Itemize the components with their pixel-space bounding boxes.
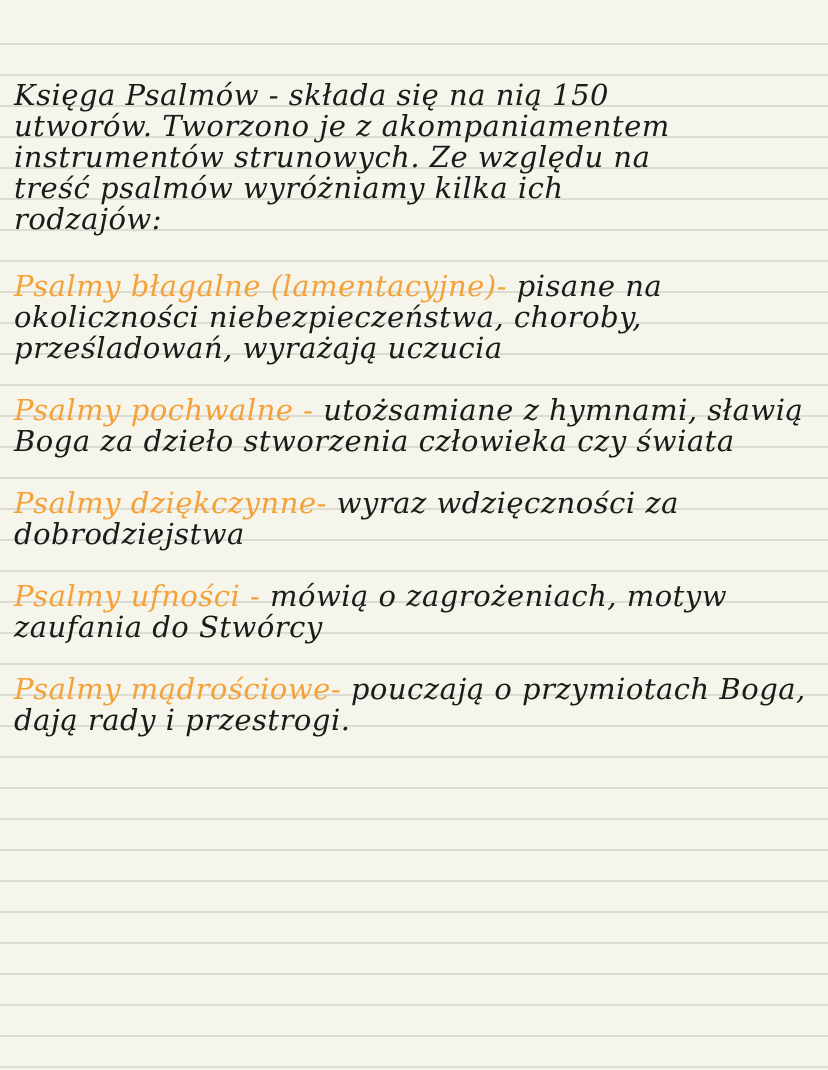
intro-paragraph — [14, 80, 814, 235]
psalm-type-praise — [14, 395, 814, 457]
psalm-type-term: Psalmy dziękczynne — [14, 486, 317, 520]
psalm-type-lamentation — [14, 271, 814, 364]
intro-line: rodzajów: — [14, 202, 162, 236]
psalm-type-thanksgiving — [14, 488, 814, 550]
psalm-type-term: Psalmy błagalne (lamentacyjne) — [14, 269, 497, 303]
psalm-type-term: Psalmy mądrościowe — [14, 672, 331, 706]
intro-line: treść psalmów wyróżniamy kilka ich — [14, 171, 564, 205]
psalm-type-description: pisane na okoliczności niebezpieczeństwa, choroby, prześladowań, wyrażają uczucia — [14, 269, 663, 365]
psalm-type-term: Psalmy pochwalne — [14, 393, 294, 427]
term-dash: - — [496, 269, 507, 303]
psalm-type-description: utożsamiane z hymnami, sławią Boga za dzieło stworzenia człowieka czy świata — [14, 393, 804, 458]
intro-line: utworów. Tworzono je z akompaniamentem — [14, 109, 670, 143]
term-dash: - — [330, 672, 342, 706]
psalm-type-description: mówią o zagrożeniach, motyw zaufania do Stwórcy — [14, 579, 728, 644]
notes-content — [14, 80, 814, 767]
psalm-type-term: Psalmy ufności — [14, 579, 241, 613]
psalm-type-trust — [14, 581, 814, 643]
psalm-type-wisdom — [14, 674, 814, 736]
intro-line: Księga Psalmów - składa się na nią 150 — [14, 78, 610, 112]
psalm-type-description: pouczają o przymiotach Boga, dają rady i przestrogi. — [14, 672, 806, 737]
term-dash: - — [240, 579, 261, 613]
term-dash: - — [293, 393, 314, 427]
psalm-type-description: wyraz wdzięczności za dobrodziejstwa — [14, 486, 679, 551]
term-dash: - — [316, 486, 327, 520]
intro-line: instrumentów strunowych. Ze względu na — [14, 140, 651, 174]
